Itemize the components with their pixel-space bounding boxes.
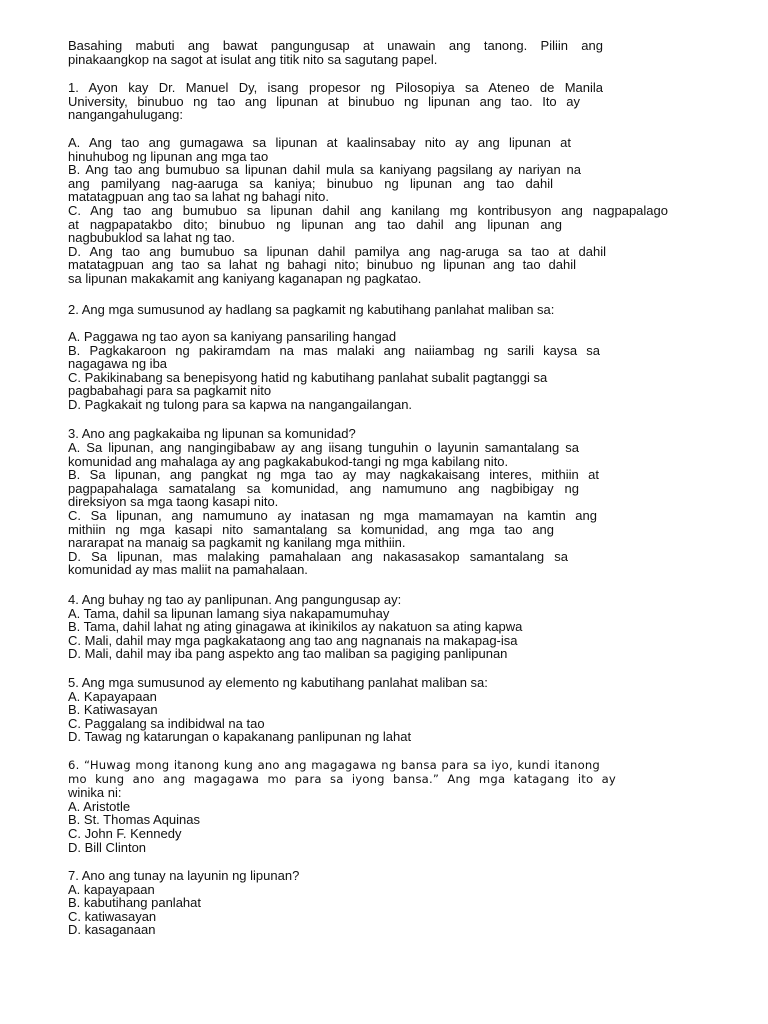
question-1-option-line: C. Ang tao ang bumubuo sa lipunan dahil ang kanilang mg kontribusyon ang nagpapalago (68, 202, 668, 218)
question-3-option-line: C. Sa lipunan, ang namumuno ay inatasan ng mga mamamayan na kamtin ang (68, 507, 597, 523)
question-7-stem: 7. Ano ang tunay na layunin ng lipunan? (68, 868, 300, 883)
question-4-option-line: B. Tama, dahil lahat ng ating ginagawa at ikinikilos ay nakatuon sa ating kapwa (68, 619, 523, 635)
question-7 (68, 869, 688, 937)
question-3-option-line: direksiyon sa mga taong kasapi nito. (68, 494, 279, 510)
question-6-stem-line: 6. “Huwag mong itanong kung ano ang magagawa ng bansa para sa iyo, kundi itanong (68, 758, 600, 772)
question-3-option-line: komunidad ay mas maliit na pamahalaan. (68, 562, 308, 578)
question-2 (68, 303, 688, 317)
question-2-option-line: pagbabahagi para sa pagkamit nito (68, 383, 272, 399)
question-3-stem: 3. Ano ang pagkakaiba ng lipunan sa komunidad? (68, 426, 356, 441)
question-5 (68, 676, 688, 744)
question-1-option-line: at nagpapatakbo dito; binubuo ng lipunan ang tao dahil ang lipunan ang (68, 216, 562, 232)
question-1-options (68, 136, 688, 286)
question-3-option-line: komunidad ang mahalaga ay ang pagkakabukod-tangi ng mga kabilang nito. (68, 453, 509, 469)
question-3-option-line: mithiin ng mga kasapi nito samantalang sa komunidad, ang mga tao ang (68, 521, 554, 537)
question-5-stem: 5. Ang mga sumusunod ay elemento ng kabutihang panlahat maliban sa: (68, 675, 488, 690)
question-7-option-line: B. kabutihang panlahat (68, 895, 201, 911)
question-1-option-line: hinuhubog ng lipunan ang mga tao (68, 148, 269, 164)
question-2-option-line: D. Pagkakait ng tulong para sa kapwa na nangangailangan. (68, 396, 413, 412)
question-4-stem: 4. Ang buhay ng tao ay panlipunan. Ang pangungusap ay: (68, 592, 402, 607)
question-6 (68, 759, 688, 854)
instructions-line: pinakaangkop na sagot at isulat ang titik nito sa sagutang papel. (68, 51, 438, 67)
question-3-option-line: pagpapahalaga samatalang sa komunidad, ang namumuno ang nagbibigay ng (68, 480, 579, 496)
question-1-stem-line: nangangahulugang: (68, 107, 183, 123)
question-1-option-line: A. Ang tao ang gumagawa sa lipunan at kaalinsabay nito ay ang lipunan at (68, 135, 571, 150)
question-4 (68, 593, 688, 661)
instructions (68, 39, 688, 66)
question-1-option-line: B. Ang tao ang bumubuo sa lipunan dahil mula sa kaniyang pagsilang ay nariyan na (68, 162, 581, 178)
question-6-option-line: C. John F. Kennedy (68, 825, 182, 841)
question-1-option-line: matatagpuan ang tao sa lahat ng bahagi nito; binubuo ng lipunan ang tao dahil (68, 257, 576, 273)
question-6-option-line: A. Aristotle (68, 798, 131, 814)
question-7-option-line: C. katiwasayan (68, 908, 157, 924)
question-1-stem-line: University, binubuo ng tao ang lipunan at binubuo ng lipunan ang tao. Ito ay (68, 93, 580, 109)
question-5-option-line: B. Katiwasayan (68, 702, 158, 718)
question-1-option-line: ang pamilyang nag-aaruga sa kaniya; binubuo ng lipunan ang tao dahil (68, 175, 553, 191)
question-7-option-line: D. kasaganaan (68, 922, 156, 938)
question-6-stem-line: mo kung ano ang magagawa mo para sa iyong bansa.” Ang mga katagang ito ay (68, 771, 616, 786)
question-2-option-line: C. Pakikinabang sa benepisyong hatid ng kabutihang panlahat subalit pagtanggi sa (68, 369, 548, 385)
question-2-option-line: nagagawa ng iba (68, 356, 168, 372)
question-1-option-line: matatagpuan ang tao sa lahat ng bahagi nito. (68, 189, 329, 205)
question-5-option-line: A. Kapayapaan (68, 688, 157, 704)
question-5-option-line: C. Paggalang sa indibidwal na tao (68, 715, 265, 731)
question-4-option-line: A. Tama, dahil sa lipunan lamang siya nakapamumuhay (68, 605, 390, 621)
question-2-option-line: A. Paggawa ng tao ayon sa kaniyang pansariling hangad (68, 329, 397, 344)
question-6-option-line: D. Bill Clinton (68, 839, 147, 855)
question-2-options (68, 330, 688, 412)
question-5-option-line: D. Tawag ng katarungan o kapakanang panlipunan ng lahat (68, 729, 412, 745)
question-3-option-line: nararapat na manaig sa pagkamit ng kanilang mga mithiin. (68, 535, 406, 551)
question-3-option-line: A. Sa lipunan, ang nangingibabaw ay ang iisang tunguhin o layunin samantalang sa (68, 440, 579, 455)
question-6-stem-line: winika ni: (68, 785, 122, 801)
question-1 (68, 81, 688, 122)
question-4-option-line: D. Mali, dahil may iba pang aspekto ang tao maliban sa pagiging panlipunan (68, 646, 508, 662)
question-3-option-line: D. Sa lipunan, mas malaking pamahalaan ang nakasasakop samantalang sa (68, 548, 568, 564)
instructions-line: Basahing mabuti ang bawat pangungusap at unawain ang tanong. Piliin ang (68, 38, 603, 53)
question-2-stem: 2. Ang mga sumusunod ay hadlang sa pagkamit ng kabutihang panlahat maliban sa: (68, 302, 555, 317)
question-3 (68, 427, 688, 441)
question-1-option-line: nagbubuklod sa lahat ng tao. (68, 230, 235, 246)
question-4-option-line: C. Mali, dahil may mga pagkakataong ang tao ang nagnanais na makapag-isa (68, 632, 518, 648)
question-3-options (68, 441, 688, 577)
question-7-option-line: A. kapayapaan (68, 881, 155, 897)
question-1-option-line: D. Ang tao ang bumubuo sa lipunan dahil pamilya ang nag-aruga sa tao at dahil (68, 243, 606, 259)
question-2-option-line: B. Pagkakaroon ng pakiramdam na mas malaki ang naiiambag ng sarili kaysa sa (68, 342, 600, 358)
question-3-option-line: B. Sa lipunan, ang pangkat ng mga tao ay may nagkakaisang interes, mithiin at (68, 467, 599, 483)
question-1-stem-line: 1. Ayon kay Dr. Manuel Dy, isang propesor ng Pilosopiya sa Ateneo de Manila (68, 80, 603, 95)
question-6-option-line: B. St. Thomas Aquinas (68, 812, 200, 828)
question-1-option-line: sa lipunan makakamit ang kaniyang kaganapan ng pagkatao. (68, 270, 422, 286)
